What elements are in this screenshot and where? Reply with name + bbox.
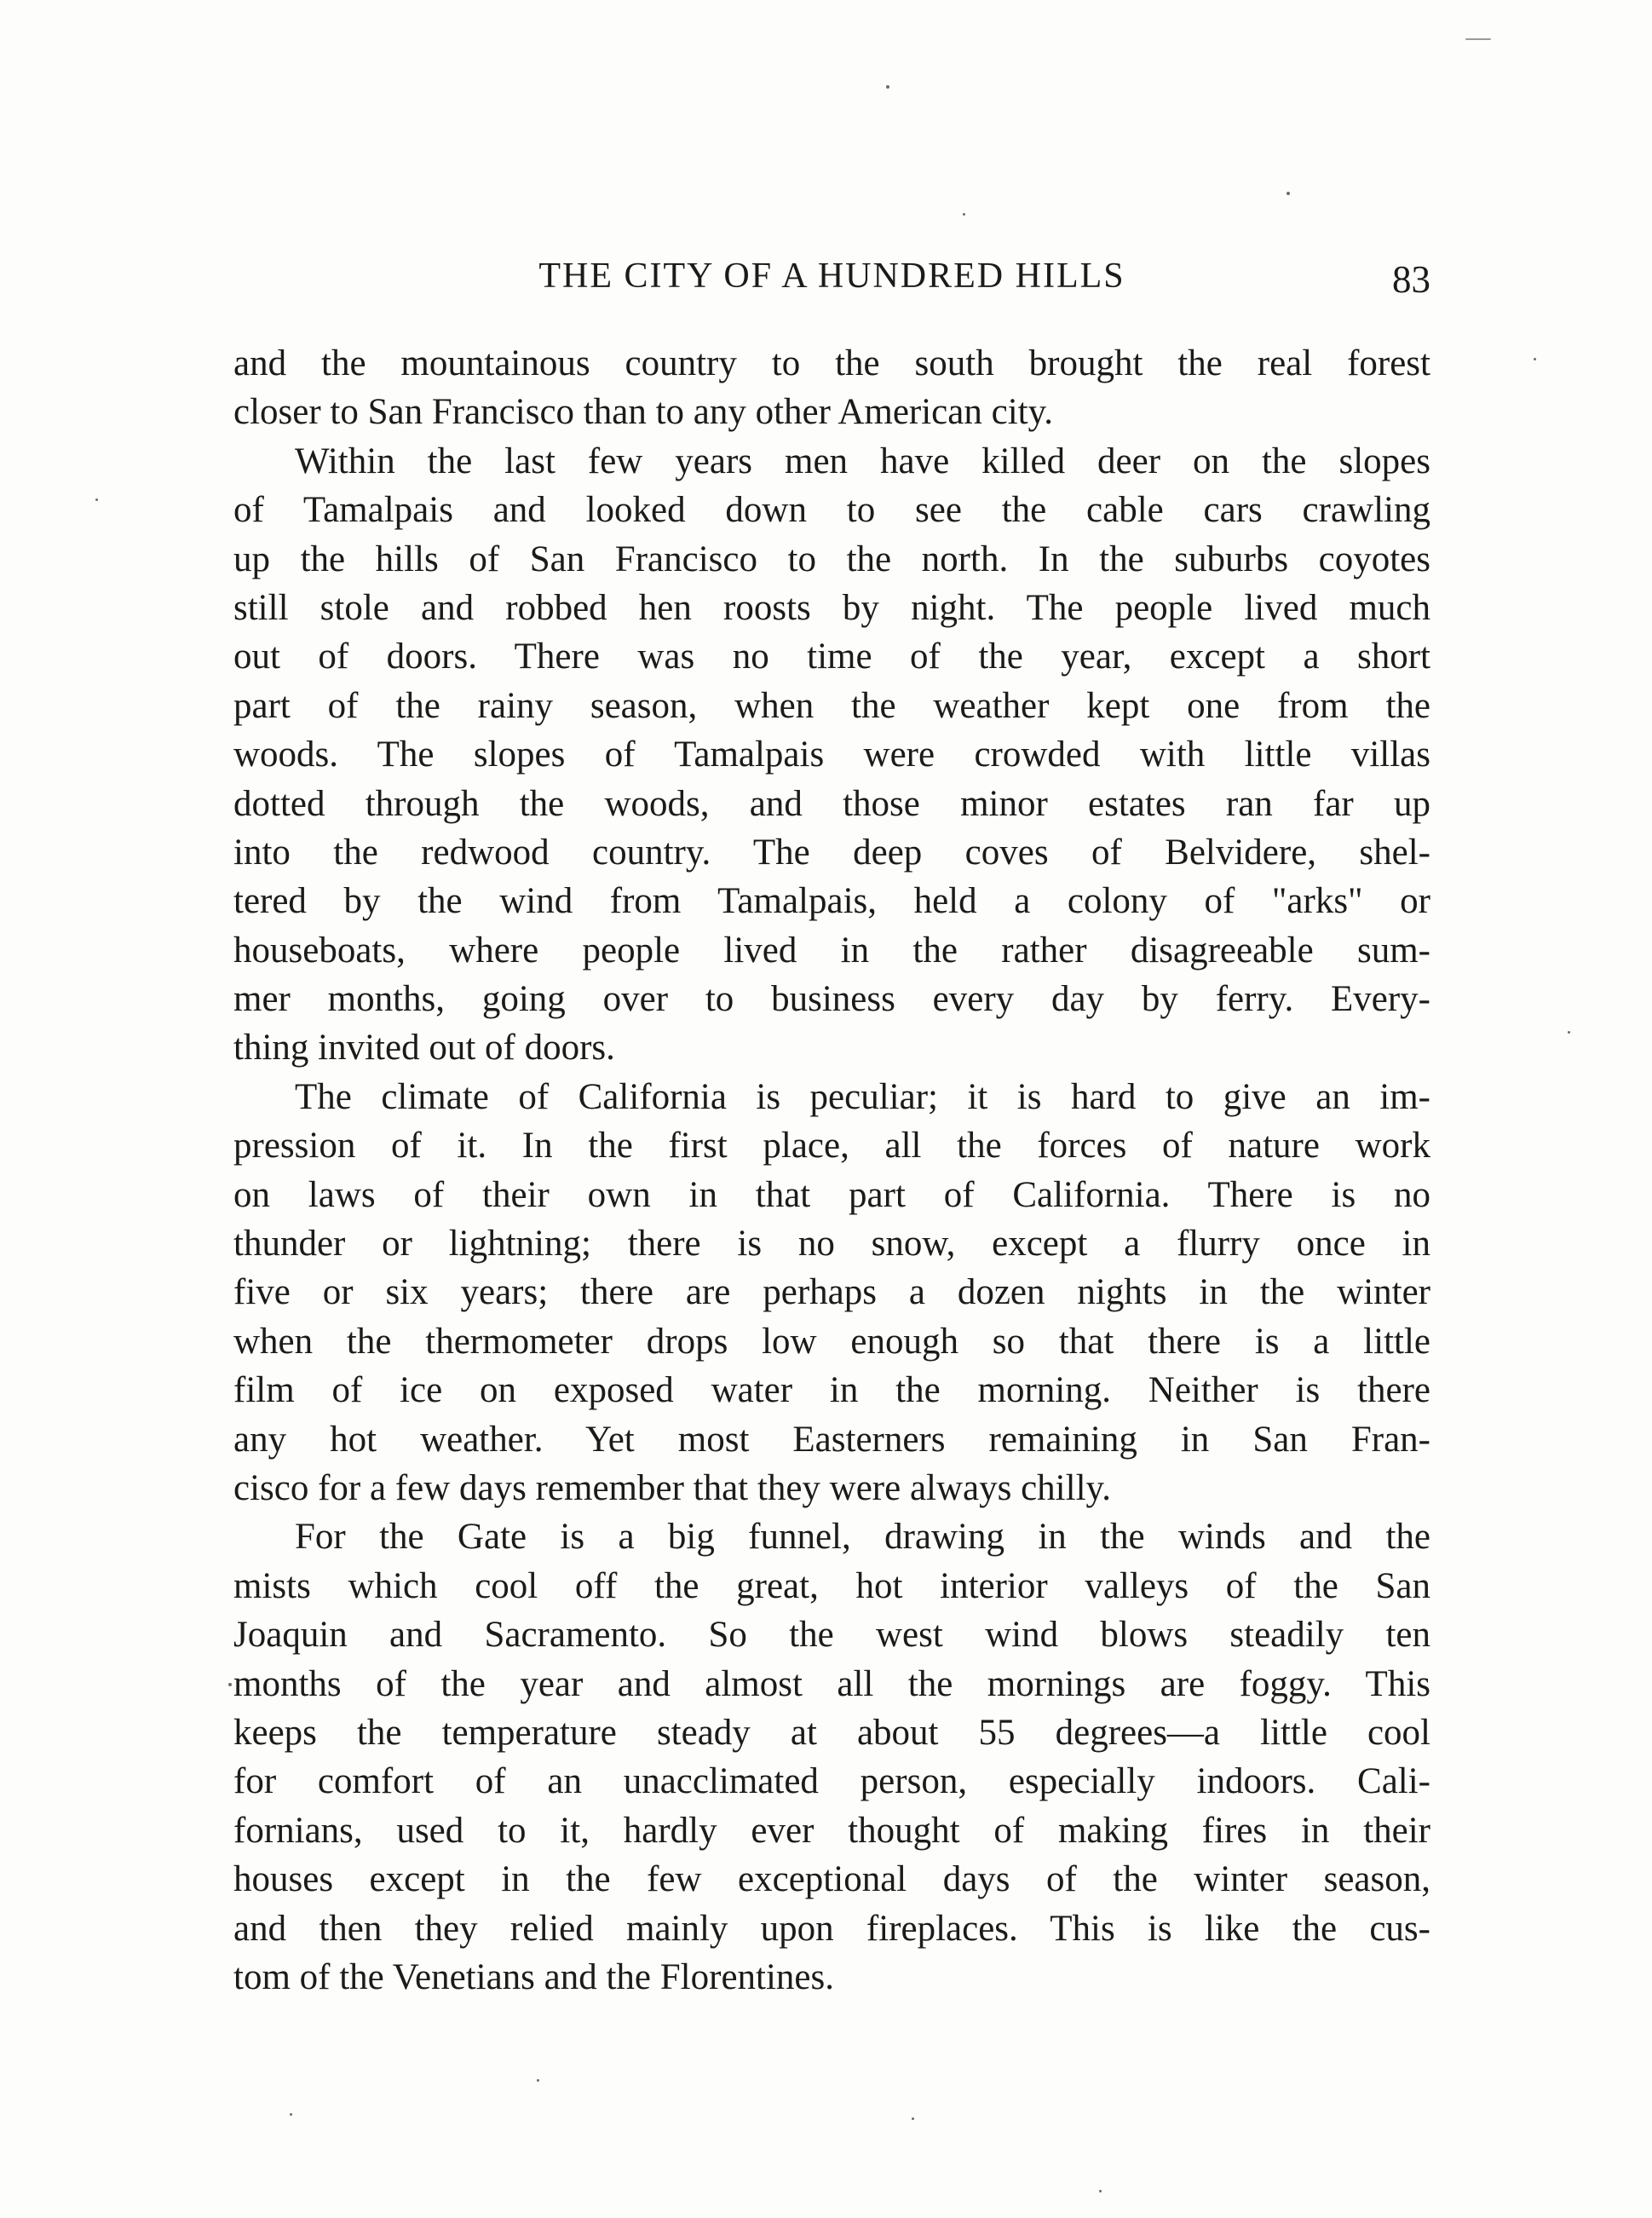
text-line: cisco for a few days remember that they were always chilly. xyxy=(233,1467,1111,1508)
scan-speck xyxy=(1099,2190,1102,2192)
scan-speck xyxy=(1534,358,1536,360)
text-line: thunder or lightning; there is no snow, except a flurry once in xyxy=(233,1224,1430,1265)
running-head xyxy=(233,256,1430,307)
text-line: up the hills of San Francisco to the north. In the suburbs coyotes xyxy=(233,539,1430,579)
text-line: out of doors. There was no time of the year, except a short xyxy=(233,637,1430,677)
text-line: keeps the temperature steady at about 55 degrees—a little cool xyxy=(233,1712,1430,1753)
body-text xyxy=(233,339,1430,2002)
text-line: woods. The slopes of Tamalpais were crowded with little villas xyxy=(233,735,1430,775)
text-line: tered by the wind from Tamalpais, held a colony of "arks" or xyxy=(233,881,1430,922)
text-line: five or six years; there are perhaps a dozen nights in the winter xyxy=(233,1272,1430,1313)
text-line: houses except in the few exceptional days of the winter season, xyxy=(233,1859,1430,1900)
text-line: and then they relied mainly upon fireplaces. This is like the cus- xyxy=(233,1908,1430,1949)
scan-speck xyxy=(95,498,98,501)
text-line: and the mountainous country to the south brought the real forest xyxy=(233,343,1430,383)
scan-speck xyxy=(1465,38,1491,40)
text-line: still stole and robbed hen roosts by night. The people lived much xyxy=(233,587,1430,628)
scan-speck xyxy=(290,2113,292,2116)
text-line: For the Gate is a big funnel, drawing in the winds and the xyxy=(295,1517,1430,1558)
scan-speck xyxy=(963,213,965,216)
text-line: Within the last few years men have killed deer on the slopes xyxy=(295,441,1430,481)
text-line: thing invited out of doors. xyxy=(233,1028,615,1069)
text-line: months of the year and almost all the mornings are foggy. This xyxy=(233,1663,1430,1704)
text-line: of Tamalpais and looked down to see the cable cars crawling xyxy=(233,490,1430,531)
scan-speck xyxy=(886,85,889,89)
text-line: part of the rainy season, when the weather kept one from the xyxy=(233,685,1430,726)
text-line: pression of it. In the first place, all the forces of nature work xyxy=(233,1126,1430,1167)
text-line: mists which cool off the great, hot interior valleys of the San xyxy=(233,1565,1430,1606)
scan-speck xyxy=(228,1683,232,1686)
text-line: The climate of California is peculiar; it is hard to give an im- xyxy=(295,1076,1430,1117)
text-line: houseboats, where people lived in the rather disagreeable sum- xyxy=(233,930,1430,971)
text-line: on laws of their own in that part of California. There is no xyxy=(233,1174,1430,1215)
scan-speck xyxy=(912,2117,914,2120)
text-line: for comfort of an unacclimated person, especially indoors. Cali- xyxy=(233,1761,1430,1802)
text-line: Joaquin and Sacramento. So the west wind blows steadily ten xyxy=(233,1615,1430,1656)
text-line: any hot weather. Yet most Easterners remaining in San Fran- xyxy=(233,1419,1430,1460)
text-line: dotted through the woods, and those minor estates ran far up xyxy=(233,783,1430,824)
text-line: when the thermometer drops low enough so that there is a little xyxy=(233,1321,1430,1362)
text-line: closer to San Francisco than to any other American city. xyxy=(233,392,1054,433)
page-number: 83 xyxy=(1392,258,1430,301)
scan-speck xyxy=(1286,192,1290,195)
text-line: film of ice on exposed water in the morning. Neither is there xyxy=(233,1370,1430,1411)
scan-speck xyxy=(1568,1031,1570,1034)
text-line: tom of the Venetians and the Florentines. xyxy=(233,1956,834,1997)
text-line: into the redwood country. The deep coves of Belvidere, shel- xyxy=(233,832,1430,873)
text-line: fornians, used to it, hardly ever thought of making fires in their xyxy=(233,1810,1430,1851)
scan-speck xyxy=(537,2079,539,2082)
running-title: THE CITY OF A HUNDRED HILLS xyxy=(538,256,1125,296)
text-line: mer months, going over to business every day by ferry. Every- xyxy=(233,979,1430,1020)
